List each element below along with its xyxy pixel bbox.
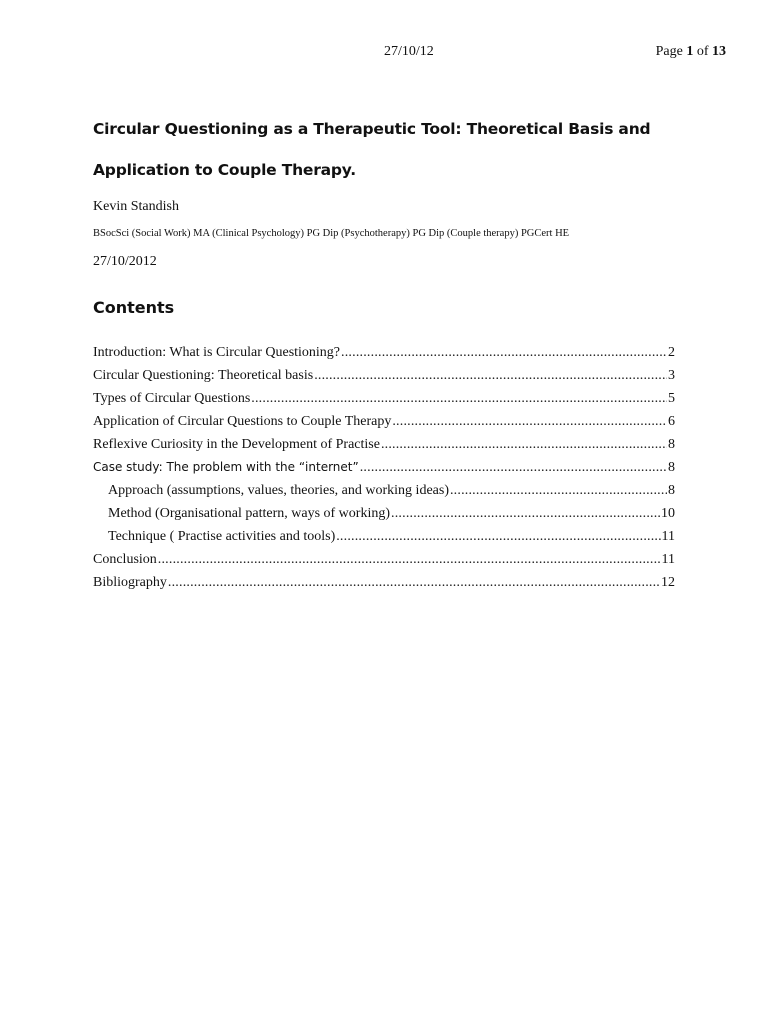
- toc-dot-leader: [392, 410, 667, 433]
- toc-dot-leader: [450, 479, 667, 502]
- toc-dot-leader: [381, 433, 667, 456]
- page-indicator: [656, 44, 726, 60]
- toc-entry[interactable]: [93, 387, 675, 410]
- toc-entry[interactable]: [93, 571, 675, 594]
- toc-entry-page-number: 5: [668, 391, 675, 406]
- toc-entry-page-number: 3: [668, 368, 675, 383]
- toc-entry-page-number: 11: [661, 529, 675, 544]
- toc-entry-page-number: 10: [661, 506, 675, 521]
- toc-entry[interactable]: [93, 341, 675, 364]
- toc-entry-page-number: 6: [668, 414, 675, 429]
- toc-entry-label: Bibliography: [93, 575, 167, 590]
- toc-entry[interactable]: [93, 502, 675, 525]
- toc-entry[interactable]: [93, 410, 675, 433]
- toc-dot-leader: [158, 548, 661, 571]
- author-name: Kevin Standish: [93, 199, 179, 214]
- toc-entry-label: Reflexive Curiosity in the Development of Practise: [93, 437, 380, 452]
- toc-entry-label: Conclusion: [93, 552, 157, 567]
- contents-heading: Contents: [93, 298, 175, 317]
- toc-entry-page-number: 8: [668, 483, 675, 498]
- toc-entry-page-number: 8: [668, 437, 675, 452]
- toc-dot-leader: [391, 502, 660, 525]
- table-of-contents: [93, 341, 675, 594]
- toc-entry-label: Application of Circular Questions to Couple Therapy: [93, 414, 392, 429]
- toc-entry-page-number: 8: [668, 460, 675, 475]
- page-of: of: [696, 44, 709, 59]
- toc-dot-leader: [314, 364, 667, 387]
- toc-entry[interactable]: [93, 548, 675, 571]
- page-total: 13: [712, 44, 726, 59]
- toc-entry[interactable]: [93, 456, 675, 479]
- toc-dot-leader: [360, 456, 667, 479]
- document-title-line-2: Application to Couple Therapy.: [93, 161, 356, 179]
- toc-dot-leader: [168, 571, 660, 594]
- toc-entry-label: Types of Circular Questions: [93, 391, 251, 406]
- toc-entry-label: Technique ( Practise activities and tools): [108, 529, 336, 544]
- toc-entry-label: Circular Questioning: Theoretical basis: [93, 368, 314, 383]
- toc-entry[interactable]: [93, 479, 675, 502]
- author-credentials: BSocSci (Social Work) MA (Clinical Psychology) PG Dip (Psychotherapy) PG Dip (Couple therapy) PGCert HE: [93, 228, 570, 239]
- header-date: 27/10/12: [384, 44, 434, 59]
- toc-entry[interactable]: [93, 364, 675, 387]
- document-title-line-1: Circular Questioning as a Therapeutic Tool: Theoretical Basis and: [93, 120, 651, 138]
- document-date: 27/10/2012: [93, 254, 157, 269]
- toc-entry-label: Introduction: What is Circular Questioning?: [93, 345, 341, 360]
- toc-entry-label: Case study: The problem with the “internet”: [93, 460, 359, 474]
- toc-dot-leader: [251, 387, 667, 410]
- toc-entry-label: Method (Organisational pattern, ways of working): [108, 506, 391, 521]
- toc-entry-page-number: 12: [661, 575, 675, 590]
- toc-entry-label: Approach (assumptions, values, theories, and working ideas): [108, 483, 449, 498]
- page-prefix: Page: [655, 44, 683, 59]
- toc-dot-leader: [341, 341, 667, 364]
- toc-entry[interactable]: [93, 525, 675, 548]
- toc-entry-page-number: 11: [661, 552, 675, 567]
- toc-entry[interactable]: [93, 433, 675, 456]
- toc-dot-leader: [336, 525, 660, 548]
- page-current: 1: [686, 44, 694, 59]
- toc-entry-page-number: 2: [668, 345, 675, 360]
